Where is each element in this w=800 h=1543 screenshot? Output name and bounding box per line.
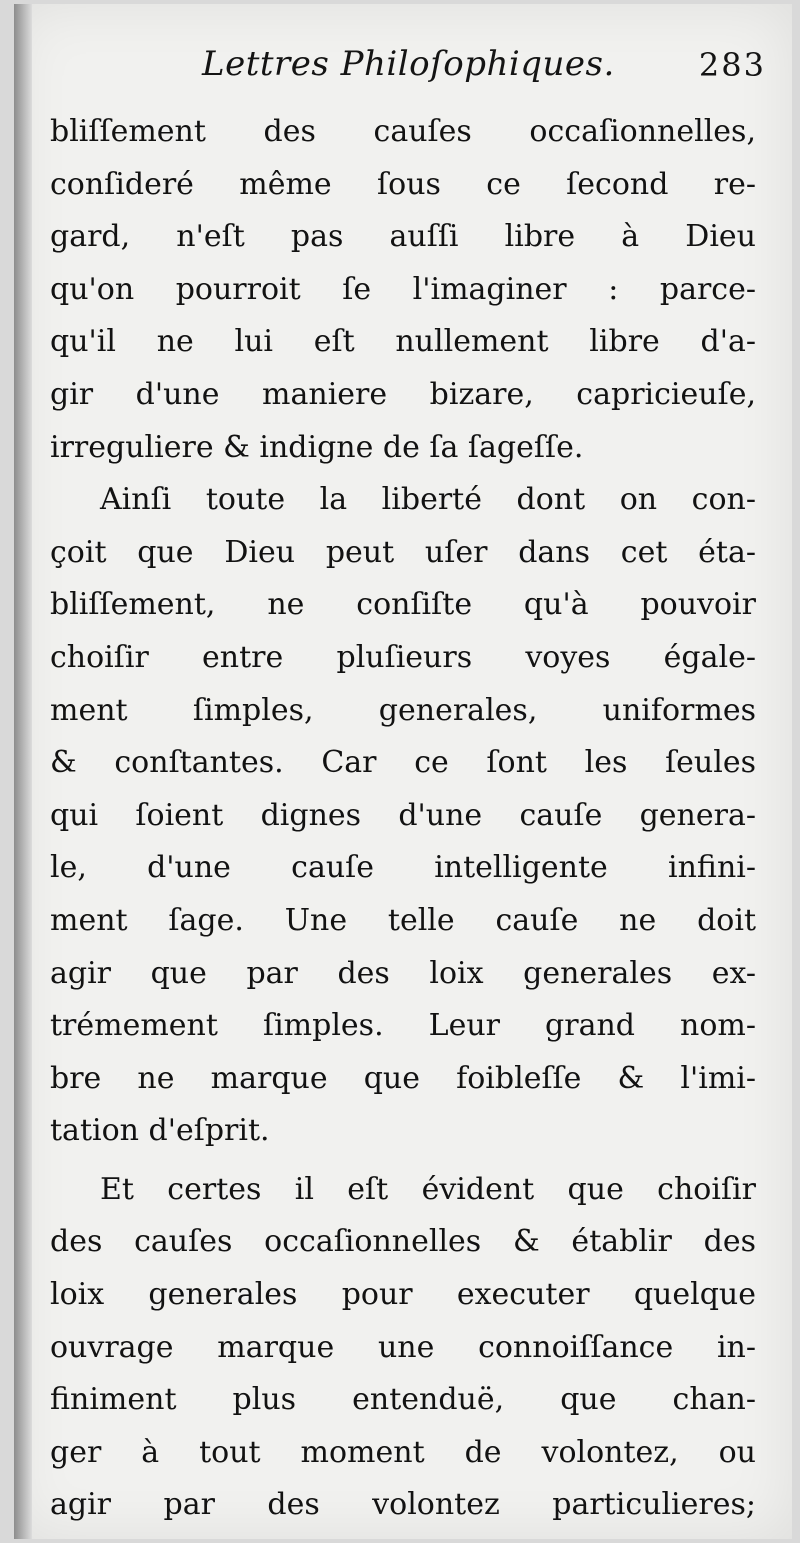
text-line: & conſtantes. Car ce ſont les ſeules bbox=[50, 745, 756, 781]
text-line: agir par des volontez particulieres; bbox=[50, 1487, 756, 1523]
page-header bbox=[54, 44, 774, 94]
text-line: gard, n'eſt pas auſſi libre à Dieu bbox=[50, 219, 756, 255]
text-line: loix generales pour executer quelque bbox=[50, 1277, 756, 1313]
text-line: bliſſement des cauſes occaſionnelles, bbox=[50, 114, 756, 149]
text-line: ment ſage. Une telle cauſe ne doit bbox=[50, 902, 756, 938]
text-line: qui ſoient dignes d'une cauſe genera- bbox=[50, 797, 756, 833]
text-line: ger à tout moment de volontez, ou bbox=[50, 1434, 756, 1470]
text-line: des cauſes occaſionnelles & établir des bbox=[50, 1224, 756, 1260]
text-line: irreguliere & indigne de ſa ſageſſe. bbox=[50, 429, 584, 465]
page-number: 283 bbox=[698, 46, 766, 84]
text-line: bre ne marque que foibleſſe & l'imi- bbox=[50, 1060, 756, 1096]
book-page bbox=[14, 4, 792, 1539]
text-line: Ainſi toute la liberté dont on con- bbox=[100, 482, 756, 518]
text-body bbox=[50, 106, 756, 1532]
text-line: qu'il ne lui eſt nullement libre d'a- bbox=[50, 324, 756, 360]
text-line: choiſir entre pluſieurs voyes égale- bbox=[50, 639, 756, 675]
page-gutter-shadow bbox=[14, 4, 32, 1539]
text-line: gir d'une maniere bizare, capricieuſe, bbox=[50, 376, 756, 412]
text-line: ouvrage marque une connoiſſance in- bbox=[50, 1329, 756, 1365]
text-line: bliſſement, ne conſiſte qu'à pouvoir bbox=[50, 587, 756, 623]
running-title: Lettres Philoſophiques. bbox=[202, 44, 615, 84]
text-line: çoit que Dieu peut uſer dans cet éta- bbox=[50, 534, 756, 570]
text-line: conſideré même ſous ce ſecond re- bbox=[50, 166, 756, 202]
text-line: trémement ſimples. Leur grand nom- bbox=[50, 1008, 756, 1044]
text-line: ment ſimples, generales, uniformes bbox=[50, 692, 756, 728]
text-line: Et certes il eſt évident que choiſir bbox=[100, 1171, 756, 1207]
text-line: finiment plus entenduë, que chan- bbox=[50, 1382, 756, 1418]
text-line: qu'on pourroit ſe l'imaginer : parce- bbox=[50, 271, 756, 307]
text-line: agir que par des loix generales ex- bbox=[50, 955, 756, 991]
text-line: le, d'une cauſe intelligente infini- bbox=[50, 850, 756, 886]
text-line: tation d'eſprit. bbox=[50, 1113, 270, 1149]
